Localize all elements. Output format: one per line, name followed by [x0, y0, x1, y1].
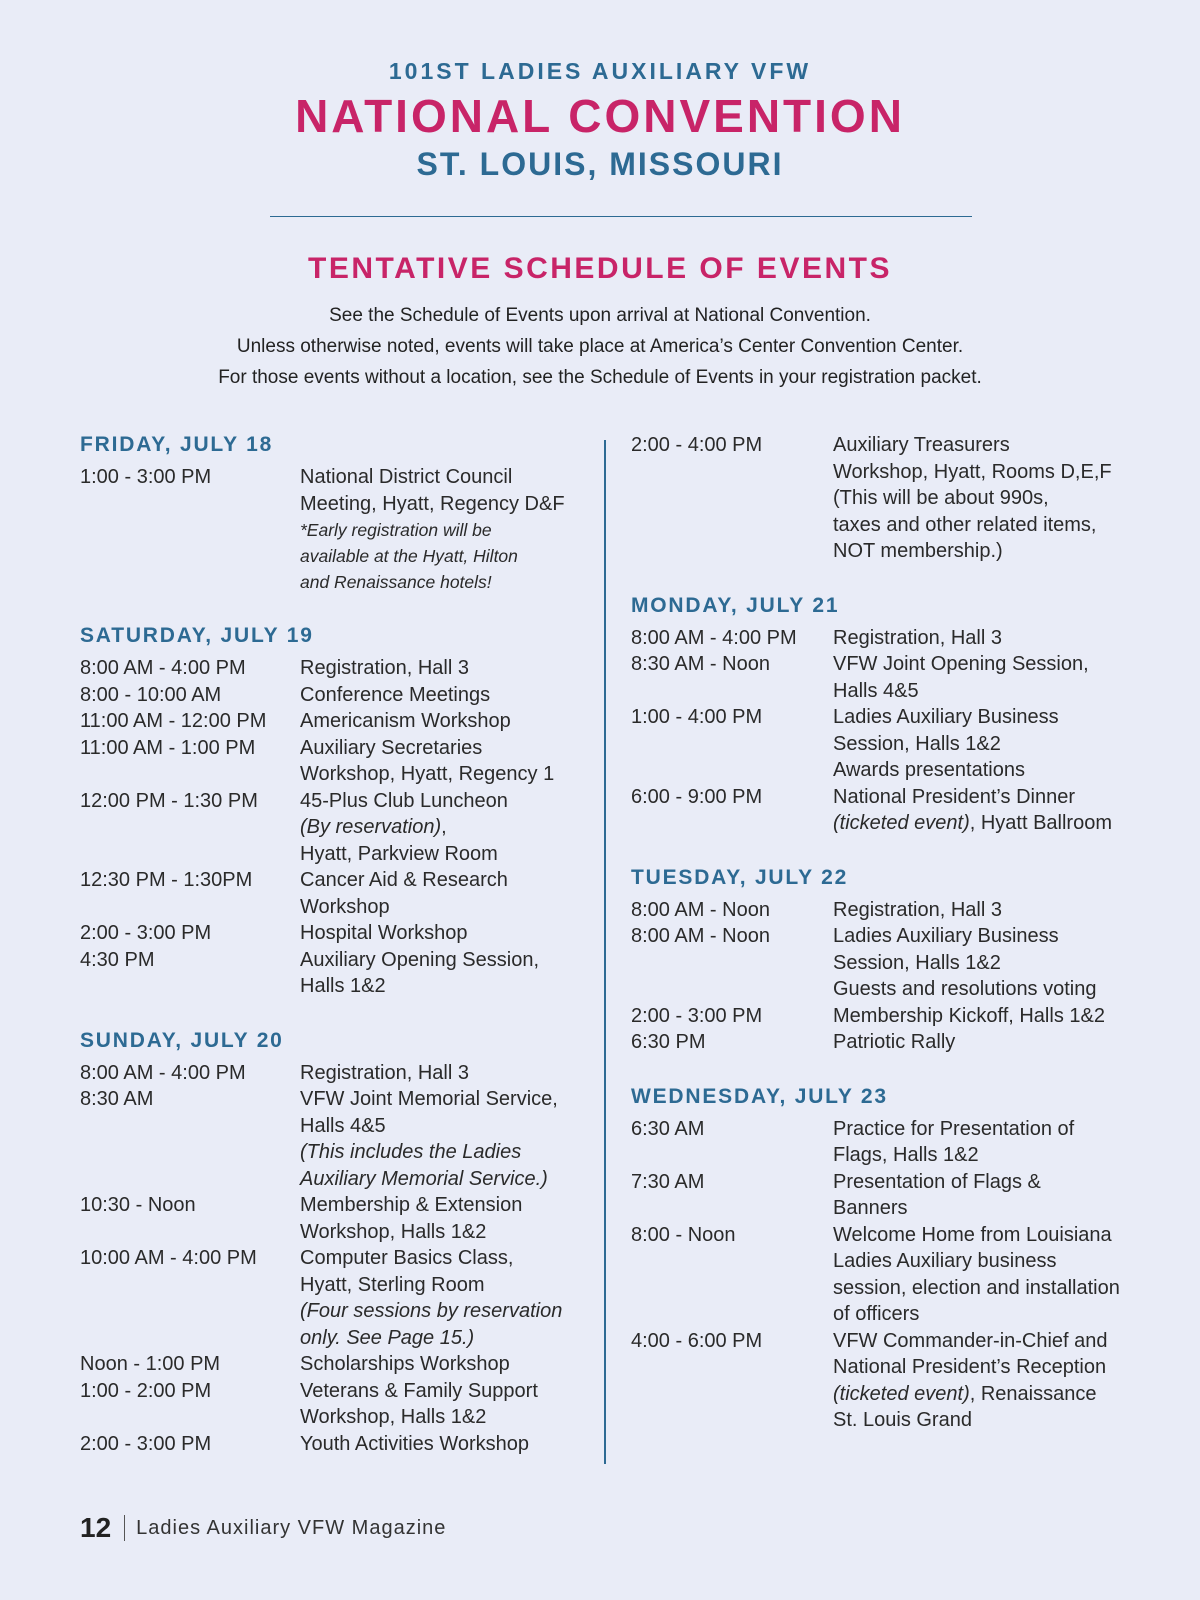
event-line	[833, 1169, 1151, 1196]
day-heading: SATURDAY, JULY 19	[80, 624, 314, 647]
event-time: 12:00 PM - 1:30 PM	[80, 789, 258, 812]
event-line	[833, 757, 1151, 784]
event-row	[80, 735, 580, 788]
event-time: 10:00 AM - 4:00 PM	[80, 1247, 257, 1269]
event-line-text: Workshop, Halls 1&2	[300, 1406, 487, 1428]
event-line-text: (ticketed event)	[833, 1382, 970, 1405]
event-line-text: Hospital Workshop	[300, 922, 468, 944]
event-description	[833, 897, 1151, 924]
event-description	[833, 923, 1151, 1003]
event-row	[80, 1431, 580, 1458]
event-line	[300, 947, 580, 974]
event-line	[833, 651, 1151, 678]
day-section	[80, 430, 580, 595]
event-line	[833, 784, 1151, 811]
event-row	[631, 784, 1151, 837]
event-time: Noon - 1:00 PM	[80, 1353, 221, 1375]
event-line-text: Halls 4&5	[833, 679, 919, 702]
event-description	[833, 1169, 1151, 1222]
event-row	[631, 651, 1151, 704]
event-line	[300, 464, 580, 491]
event-time: 8:00 AM - 4:00 PM	[80, 1061, 246, 1084]
event-line	[833, 731, 1151, 758]
day-heading: MONDAY, JULY 21	[631, 593, 840, 617]
event-row	[631, 432, 1151, 565]
day-heading: TUESDAY, JULY 22	[631, 865, 849, 889]
event-row	[80, 1060, 580, 1087]
event-line-text: Hyatt, Parkview Room	[300, 842, 498, 865]
event-time: 8:00 AM - 4:00 PM	[80, 657, 246, 679]
event-row	[631, 1328, 1151, 1434]
event-line	[300, 1404, 580, 1431]
event-line	[300, 894, 580, 921]
event-row	[80, 947, 580, 1000]
event-line-text: Membership & Extension	[300, 1194, 523, 1216]
event-time: 12:30 PM - 1:30PM	[80, 869, 253, 891]
event-description	[833, 651, 1151, 704]
event-line-text: Auxiliary Opening Session,	[300, 948, 540, 971]
event-description	[300, 1086, 580, 1192]
footer-separator	[124, 1515, 125, 1541]
event-line	[833, 1142, 1151, 1169]
intro-line: For those events without a location, see the Schedule of Events in your registration packet.	[218, 367, 982, 388]
event-line-text: VFW Commander-in-Chief and	[833, 1329, 1108, 1352]
event-line-text: National President’s Reception	[833, 1356, 1107, 1378]
event-line	[300, 517, 580, 543]
event-row	[631, 1222, 1151, 1328]
event-line	[300, 841, 580, 868]
event-line	[300, 920, 580, 947]
event-description	[300, 1060, 580, 1087]
event-row	[80, 1378, 580, 1431]
event-line	[300, 655, 580, 682]
event-line	[833, 1003, 1151, 1030]
event-line	[833, 1407, 1151, 1434]
event-line	[300, 1325, 580, 1352]
event-line	[833, 810, 1151, 837]
event-row	[80, 708, 580, 735]
event-line-text: Session, Halls 1&2	[833, 951, 1001, 974]
event-line-text: Ladies Auxiliary Business	[833, 706, 1059, 728]
event-description	[833, 784, 1151, 837]
event-description	[833, 1003, 1151, 1030]
event-line	[300, 682, 580, 709]
event-line-text: Ladies Auxiliary Business	[833, 925, 1059, 947]
event-line-text: (By reservation)	[300, 816, 442, 838]
event-time: 2:00 - 3:00 PM	[80, 922, 212, 944]
event-time: 6:30 PM	[631, 1031, 706, 1053]
event-description	[300, 788, 580, 868]
event-line-text: Banners	[833, 1197, 908, 1219]
event-line-text: National President’s Dinner	[833, 785, 1075, 808]
event-time: 8:00 AM - Noon	[631, 898, 770, 921]
event-time: 1:00 - 4:00 PM	[631, 706, 763, 728]
event-line	[833, 704, 1151, 731]
event-line-text: St. Louis Grand	[833, 1409, 972, 1431]
event-line	[833, 538, 1151, 565]
event-line	[833, 625, 1151, 652]
event-line	[300, 761, 580, 788]
event-line-text: Awards presentations	[833, 759, 1025, 781]
event-line	[833, 1301, 1151, 1328]
event-row	[80, 788, 580, 868]
event-line	[833, 1116, 1151, 1143]
event-row	[631, 625, 1151, 652]
event-line-text: VFW Joint Opening Session,	[833, 653, 1089, 675]
event-line	[300, 788, 580, 815]
event-line	[300, 1298, 580, 1325]
event-line	[300, 814, 580, 841]
page-number: 12	[80, 1512, 112, 1543]
event-line-text: Presentation of Flags &	[833, 1170, 1041, 1193]
header-kicker: 101ST LADIES AUXILIARY VFW	[388, 58, 812, 84]
magazine-name: Ladies Auxiliary VFW Magazine	[136, 1516, 447, 1539]
event-line	[833, 1248, 1151, 1275]
day-heading: FRIDAY, JULY 18	[80, 433, 274, 456]
day-section	[631, 591, 1151, 837]
event-line-text: (This will be about 990s,	[833, 487, 1049, 509]
event-line-text: available at the Hyatt, Hilton	[300, 546, 518, 566]
event-line-text: NOT membership.)	[833, 540, 1003, 562]
event-line	[833, 485, 1151, 512]
event-row	[80, 682, 580, 709]
event-line-text: Session, Halls 1&2	[833, 732, 1001, 755]
event-description	[833, 1116, 1151, 1169]
event-line-text: VFW Joint Memorial Service,	[300, 1088, 558, 1110]
event-time: 8:00 AM - 4:00 PM	[631, 626, 797, 649]
event-line-text: Flags, Halls 1&2	[833, 1144, 979, 1166]
event-description	[300, 735, 580, 788]
event-time: 8:00 - 10:00 AM	[80, 683, 222, 706]
event-line-text: Registration, Hall 3	[300, 1061, 469, 1084]
event-line-text: Workshop, Hyatt, Regency 1	[300, 763, 555, 785]
event-row	[80, 1192, 580, 1245]
event-line	[300, 1086, 580, 1113]
event-line-text: Conference Meetings	[300, 683, 491, 706]
event-line-text: Practice for Presentation of	[833, 1117, 1075, 1140]
event-line	[833, 923, 1151, 950]
event-description	[300, 682, 580, 709]
event-line-text: Americanism Workshop	[300, 710, 511, 732]
page-header	[0, 56, 1200, 184]
event-line	[300, 1272, 580, 1299]
event-line-text: Guests and resolutions voting	[833, 978, 1097, 1000]
event-time: 2:00 - 3:00 PM	[80, 1432, 212, 1455]
event-line-text: Registration, Hall 3	[300, 657, 469, 679]
page-subtitle: ST. LOUIS, MISSOURI	[416, 146, 784, 182]
event-row	[80, 920, 580, 947]
event-time: 11:00 AM - 1:00 PM	[80, 736, 256, 759]
day-heading: WEDNESDAY, JULY 23	[631, 1084, 888, 1108]
event-line-text: Halls 4&5	[300, 1114, 386, 1137]
day-section	[631, 863, 1151, 1056]
event-description	[300, 1192, 580, 1245]
page-title: NATIONAL CONVENTION	[295, 90, 905, 142]
event-line-text: Registration, Hall 3	[833, 626, 1002, 649]
event-line	[833, 1328, 1151, 1355]
event-row	[80, 464, 580, 595]
event-line	[833, 1029, 1151, 1056]
event-time: 2:00 - 3:00 PM	[631, 1004, 763, 1027]
event-time: 7:30 AM	[631, 1170, 705, 1193]
event-line-text: Halls 1&2	[300, 975, 386, 997]
event-line-text: Meeting, Hyatt, Regency D&F	[300, 492, 565, 515]
event-time: 10:30 - Noon	[80, 1194, 196, 1216]
event-row	[631, 704, 1151, 784]
event-line-text: Auxiliary Secretaries	[300, 736, 483, 759]
event-line	[300, 973, 580, 1000]
intro-line: See the Schedule of Events upon arrival at National Convention.	[329, 305, 871, 326]
event-description	[833, 625, 1151, 652]
event-line	[300, 1113, 580, 1140]
event-line-text: (This includes the Ladies	[300, 1141, 522, 1163]
day-section	[80, 621, 580, 1000]
event-line-text: Workshop, Halls 1&2	[300, 1220, 487, 1243]
event-description	[833, 1029, 1151, 1056]
event-line	[300, 1219, 580, 1246]
event-description	[300, 464, 580, 595]
event-line	[833, 1275, 1151, 1302]
event-line	[833, 1354, 1151, 1381]
event-line-suffix: , Renaissance	[969, 1382, 1097, 1405]
event-time: 11:00 AM - 12:00 PM	[80, 710, 267, 732]
event-line-text: Veterans & Family Support	[300, 1379, 538, 1402]
event-line	[833, 432, 1151, 459]
event-row	[631, 923, 1151, 1003]
event-line-text: Workshop	[300, 895, 390, 918]
event-line	[833, 512, 1151, 539]
event-description	[833, 1328, 1151, 1434]
event-line-text: session, election and installation	[833, 1276, 1120, 1299]
event-time: 1:00 - 2:00 PM	[80, 1379, 212, 1402]
event-line-text: Cancer Aid & Research	[300, 869, 508, 891]
event-row	[631, 1169, 1151, 1222]
event-line-text: of officers	[833, 1303, 920, 1325]
event-line	[300, 867, 580, 894]
column-divider	[604, 440, 606, 1464]
event-row	[631, 1003, 1151, 1030]
event-line	[833, 678, 1151, 705]
event-line	[833, 976, 1151, 1003]
event-description	[300, 947, 580, 1000]
event-line	[833, 897, 1151, 924]
event-line	[833, 459, 1151, 486]
event-line-text: Youth Activities Workshop	[300, 1432, 530, 1455]
event-time: 1:00 - 3:00 PM	[80, 466, 212, 488]
event-line	[300, 1166, 580, 1193]
event-row	[80, 655, 580, 682]
event-line-text: Computer Basics Class,	[300, 1247, 514, 1269]
event-line-text: National District Council	[300, 466, 513, 488]
event-time: 6:00 - 9:00 PM	[631, 785, 763, 808]
event-description	[833, 1222, 1151, 1328]
event-line-text: Workshop, Hyatt, Rooms D,E,F	[833, 460, 1112, 483]
event-line-text: Auxiliary Memorial Service.)	[300, 1167, 548, 1190]
event-time: 8:30 AM	[80, 1088, 154, 1110]
day-heading: SUNDAY, JULY 20	[80, 1028, 284, 1052]
event-description	[300, 1351, 580, 1378]
intro-line: Unless otherwise noted, events will take place at America’s Center Convention Center.	[236, 336, 964, 357]
header-divider	[270, 216, 972, 217]
event-line-text: taxes and other related items,	[833, 513, 1097, 536]
event-line	[300, 491, 580, 518]
event-description	[833, 704, 1151, 784]
event-line	[300, 1351, 580, 1378]
event-line-suffix: ,	[441, 816, 447, 838]
event-row	[80, 867, 580, 920]
event-time: 8:30 AM - Noon	[631, 653, 770, 675]
event-time: 6:30 AM	[631, 1117, 705, 1140]
event-description	[300, 1378, 580, 1431]
event-line-text: 45-Plus Club Luncheon	[300, 789, 508, 812]
event-description	[300, 867, 580, 920]
schedule-column-left	[80, 430, 580, 1483]
event-row	[631, 1029, 1151, 1056]
event-line-text: only. See Page 15.)	[300, 1326, 475, 1349]
event-line-text: Scholarships Workshop	[300, 1353, 510, 1375]
event-line	[300, 1060, 580, 1087]
event-line-text: Membership Kickoff, Halls 1&2	[833, 1004, 1105, 1027]
event-line-text: Auxiliary Treasurers	[833, 434, 1010, 456]
event-line-suffix: , Hyatt Ballroom	[969, 812, 1112, 834]
event-description	[300, 920, 580, 947]
event-time: 4:00 - 6:00 PM	[631, 1329, 763, 1352]
day-section	[80, 1026, 580, 1458]
page-footer	[80, 1512, 446, 1544]
event-line	[300, 1139, 580, 1166]
event-row	[631, 1116, 1151, 1169]
event-line	[300, 708, 580, 735]
event-description	[833, 432, 1151, 565]
event-line-text: (ticketed event)	[833, 812, 970, 834]
event-time: 4:30 PM	[80, 948, 155, 971]
event-row	[80, 1245, 580, 1351]
event-line	[300, 1245, 580, 1272]
event-time: 2:00 - 4:00 PM	[631, 434, 763, 456]
event-line-text: Hyatt, Sterling Room	[300, 1273, 485, 1296]
event-line-text: and Renaissance hotels!	[300, 572, 492, 592]
event-row	[631, 897, 1151, 924]
event-description	[300, 655, 580, 682]
event-line-text: Ladies Auxiliary business	[833, 1250, 1057, 1272]
schedule-column-right	[631, 432, 1151, 1460]
event-time: 8:00 - Noon	[631, 1223, 736, 1246]
event-line	[300, 569, 580, 595]
event-time: 8:00 AM - Noon	[631, 925, 770, 947]
event-line	[833, 1381, 1151, 1408]
event-line-text: *Early registration will be	[300, 520, 492, 540]
event-row	[80, 1351, 580, 1378]
event-description	[300, 708, 580, 735]
event-line	[300, 735, 580, 762]
schedule-title: TENTATIVE SCHEDULE OF EVENTS	[308, 252, 892, 285]
event-line-text: Registration, Hall 3	[833, 898, 1002, 921]
event-line	[300, 1378, 580, 1405]
event-row	[80, 1086, 580, 1192]
event-line	[300, 1431, 580, 1458]
event-description	[300, 1431, 580, 1458]
event-line	[300, 1192, 580, 1219]
event-line-text: Welcome Home from Louisiana	[833, 1223, 1112, 1246]
event-line	[300, 543, 580, 569]
event-line-text: Patriotic Rally	[833, 1031, 956, 1053]
intro-text	[0, 300, 1200, 393]
day-section	[631, 1082, 1151, 1434]
event-description	[300, 1245, 580, 1351]
event-line-text: (Four sessions by reservation	[300, 1300, 563, 1322]
event-line	[833, 1222, 1151, 1249]
day-section	[631, 432, 1151, 565]
event-line	[833, 950, 1151, 977]
event-line	[833, 1195, 1151, 1222]
